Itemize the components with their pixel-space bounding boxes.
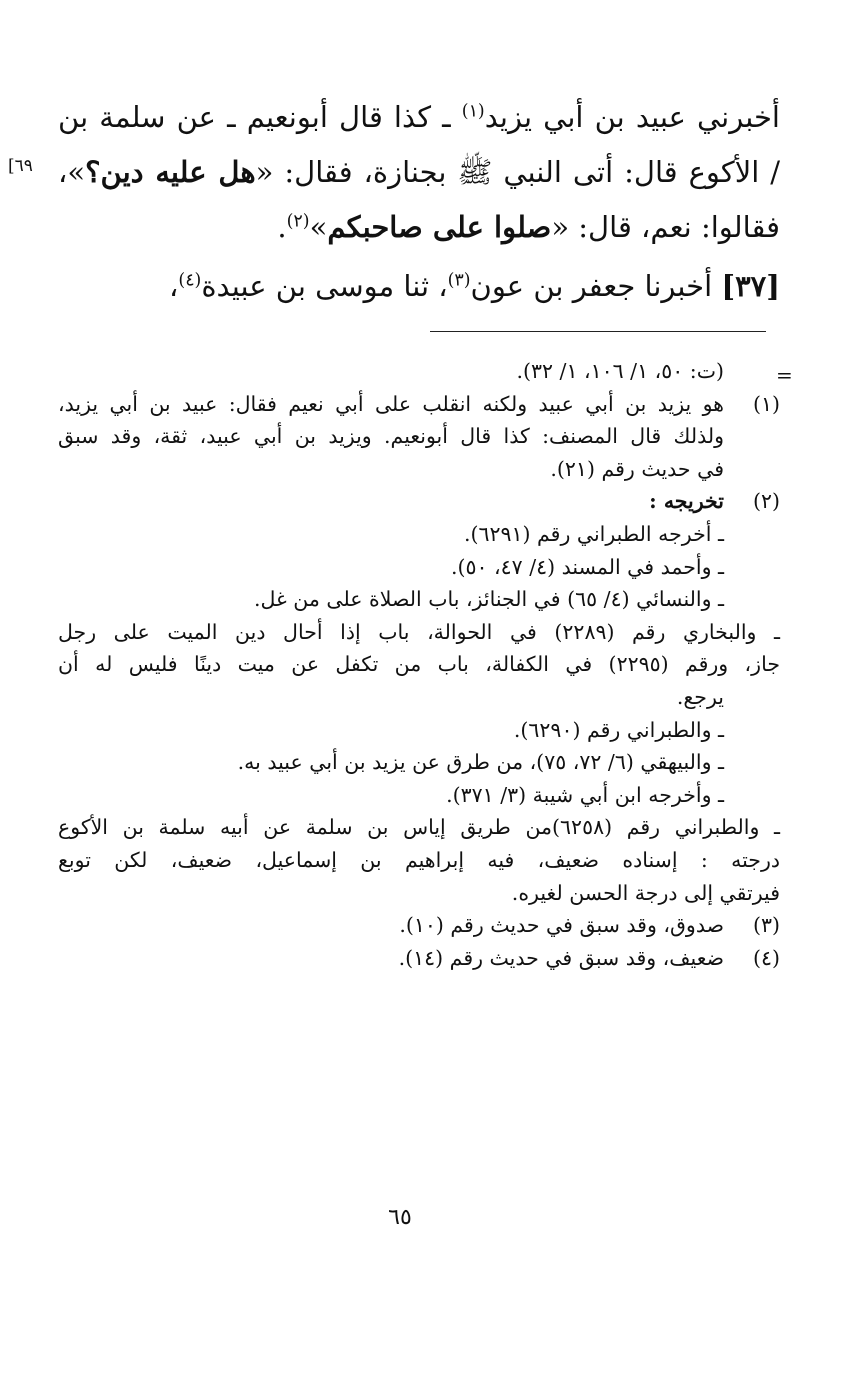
takhrij-item: ـ والنسائي (٤/ ٦٥) في الجنائز، باب الصلاة على من غل.	[253, 587, 724, 612]
takhrij-heading: تخريجه :	[649, 489, 724, 514]
main-line-2-end: »،	[58, 155, 86, 189]
prophet-question: هل عليه دين؟	[85, 155, 256, 189]
takhrij-item: يرجع.	[676, 684, 724, 709]
main-text	[58, 90, 780, 314]
main-line-2	[58, 145, 780, 200]
footnote-3-text: صدوق، وقد سبق في حديث رقم (١٠).	[399, 913, 724, 938]
grading-line: فيرتقي إلى درجة الحسن لغيره.	[511, 880, 780, 905]
footnote-1	[58, 388, 780, 486]
footnote-3	[58, 909, 780, 942]
takhrij-item: ـ وأخرجه ابن أبي شيبة (٣/ ٣٧١).	[446, 782, 724, 807]
footnote-ref-2: (٢)	[286, 211, 310, 232]
footnote-1-line: ولذلك قال المصنف: كذا قال أبونعيم. ويزيد بن أبي عبيد، ثقة، وقد سبق	[58, 424, 724, 449]
footnote-4-text: ضعيف، وقد سبق في حديث رقم (١٤).	[398, 945, 724, 970]
continued-reference: (ت: ٥٠، ١/ ١٠٦، ١/ ٣٢).	[516, 359, 724, 383]
takhrij-item: ـ والطبراني رقم (٦٢٥٨)من طريق إياس بن سلمة عن أبيه سلمة بن الأكوع	[58, 815, 780, 840]
hadith-37-start: أخبرنا جعفر بن عون	[470, 269, 722, 303]
footnotes	[58, 355, 780, 974]
takhrij-item: ـ والبخاري رقم (٢٢٨٩) في الحوالة، باب إذا أحال دين الميت على رجل	[58, 619, 780, 644]
hadith-37-middle: ، ثنا موسى بن عبيدة	[201, 269, 448, 303]
footnote-1-line: هو يزيد بن أبي عبيد ولكنه انقلب على أبي نعيم فقال: عبيد بن أبي يزيد،	[58, 391, 724, 416]
takhrij-item: ـ والبيهقي (٦/ ٧٢، ٧٥)، من طرق عن يزيد بن أبي عبيد به.	[237, 750, 724, 775]
hadith-37-end: ،	[169, 269, 179, 303]
takhrij-item: ـ وأحمد في المسند (٤/ ٤٧، ٥٠).	[450, 554, 724, 579]
continuation-mark: =	[776, 363, 793, 387]
footnote-4-number: (٤)	[752, 945, 780, 970]
footnote-ref-4: (٤)	[178, 270, 202, 291]
footnote-4	[58, 942, 780, 975]
footnote-1-number: (١)	[752, 391, 780, 416]
closing-quote: »	[309, 210, 328, 244]
main-line-1	[58, 90, 780, 145]
footnote-ref-3: (٣)	[447, 270, 471, 291]
prophet-command: صلوا على صاحبكم	[327, 210, 552, 244]
main-line-2-start: / الأكوع قال: أتى النبي ﷺ بجنازة، فقال: «	[255, 155, 781, 189]
main-line-3	[58, 200, 780, 255]
main-line-3-end: .	[277, 210, 287, 244]
hadith-number: [٣٧]	[721, 269, 780, 303]
manuscript-folio-marker: ٦٩]	[8, 156, 33, 176]
hadith-37-line	[58, 259, 780, 314]
takhrij-item: جاز، ورقم (٢٢٩٥) في الكفالة، باب من تكفل عن ميت دينًا فليس له أن	[58, 652, 780, 677]
footnote-2	[58, 485, 780, 615]
footnote-1-line: في حديث رقم (٢١).	[550, 456, 724, 481]
main-line-1-end: ـ كذا قال أبونعيم ـ عن سلمة بن	[58, 100, 462, 134]
main-line-1-start: أخبرني عبيد بن أبي يزيد	[484, 100, 780, 134]
footnote-2-number: (٢)	[752, 489, 780, 514]
page-number: ٦٥	[388, 1205, 412, 1230]
takhrij-item: ـ والطبراني رقم (٦٢٩٠).	[513, 717, 724, 742]
footnote-ref-1: (١)	[461, 101, 485, 122]
grading-line: درجته : إسناده ضعيف، فيه إبراهيم بن إسماعيل، ضعيف، لكن توبع	[58, 847, 780, 872]
main-line-3-start: فقالوا: نعم، قال: «	[551, 210, 780, 244]
footnote-3-number: (٣)	[752, 913, 780, 938]
footnote-continued	[58, 355, 780, 388]
footnote-2-continued	[58, 616, 780, 909]
footnote-divider	[430, 331, 766, 332]
takhrij-item: ـ أخرجه الطبراني رقم (٦٢٩١).	[463, 521, 724, 546]
